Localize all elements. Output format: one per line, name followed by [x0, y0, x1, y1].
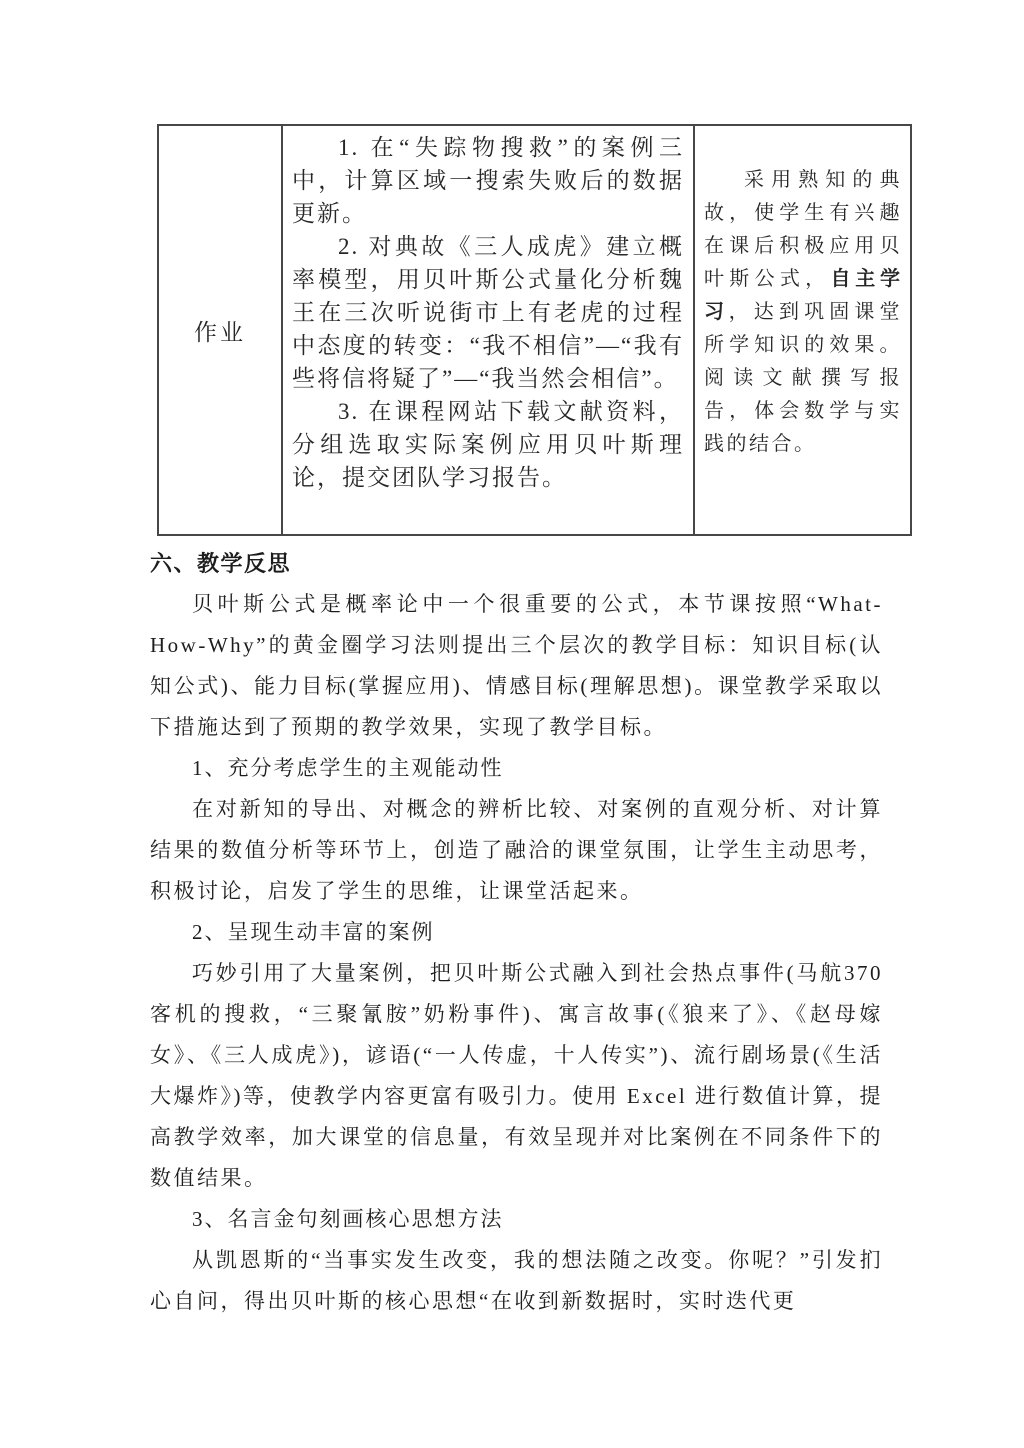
design-intent-text: 采用熟知的典故，使学生有兴趣在课后积极应用贝叶斯公式，自主学习，达到巩固课堂所学知识的效果。阅读文献撰写报告，体会数学与实践的结合。: [704, 169, 903, 455]
point-1-body: 在对新知的导出、对概念的辨析比较、对案例的直观分析、对计算结果的数值分析等环节上，创造了融洽的课堂氛围，让学生主动思考，积极讨论，启发了学生的思维，让课堂活起来。: [150, 797, 883, 903]
section-title: 六、教学反思: [150, 551, 292, 576]
homework-table: [157, 124, 912, 536]
homework-row-label: 作业: [158, 125, 282, 535]
reflection-intro: 贝叶斯公式是概率论中一个很重要的公式，本节课按照“What-How-Why”的黄金圈学习法则提出三个层次的教学目标：知识目标(认知公式)、能力目标(掌握应用)、情感目标(理解思想)。课堂教学采取以下措施达到了预期的教学效果，实现了教学目标。: [150, 592, 883, 739]
homework-row: [158, 125, 911, 535]
homework-tasks-cell: [282, 125, 694, 535]
point-1-heading: 1、充分考虑学生的主观能动性: [192, 756, 504, 780]
point-3-body: 从凯恩斯的“当事实发生改变，我的想法随之改变。你呢？”引发扪心自问，得出贝叶斯的核心思想“在收到新数据时，实时迭代更: [150, 1248, 883, 1313]
point-2-heading: 2、呈现生动丰富的案例: [192, 920, 435, 944]
homework-task-3: 3. 在课程网站下载文献资料，分组选取实际案例应用贝叶斯理论，提交团队学习报告。: [292, 399, 684, 490]
homework-task-1: 1. 在“失踪物搜救”的案例三中，计算区域一搜索失败后的数据更新。: [292, 135, 684, 226]
homework-task-2: 2. 对典故《三人成虎》建立概率模型，用贝叶斯公式量化分析魏王在三次听说街市上有老虎的过程中态度的转变：“我不相信”—“我有些将信将疑了”—“我当然会相信”。: [292, 234, 684, 391]
reflection-section: [150, 543, 883, 1322]
point-2-body: 巧妙引用了大量案例，把贝叶斯公式融入到社会热点事件(马航370 客机的搜救，“三聚氰胺”奶粉事件)、寓言故事(《狼来了》、《赵母嫁女》、《三人成虎》)，谚语(“一人传虚，十人传实”)、流行剧场景(《生活大爆炸》)等，使教学内容更富有吸引力。使用 Excel 进行数值计算，提高教学效率，加大课堂的信息量，有效呈现并对比案例在不同条件下的数值结果。: [150, 961, 883, 1190]
design-intent-cell: [694, 125, 911, 535]
point-3-heading: 3、名言金句刻画核心思想方法: [192, 1207, 504, 1231]
